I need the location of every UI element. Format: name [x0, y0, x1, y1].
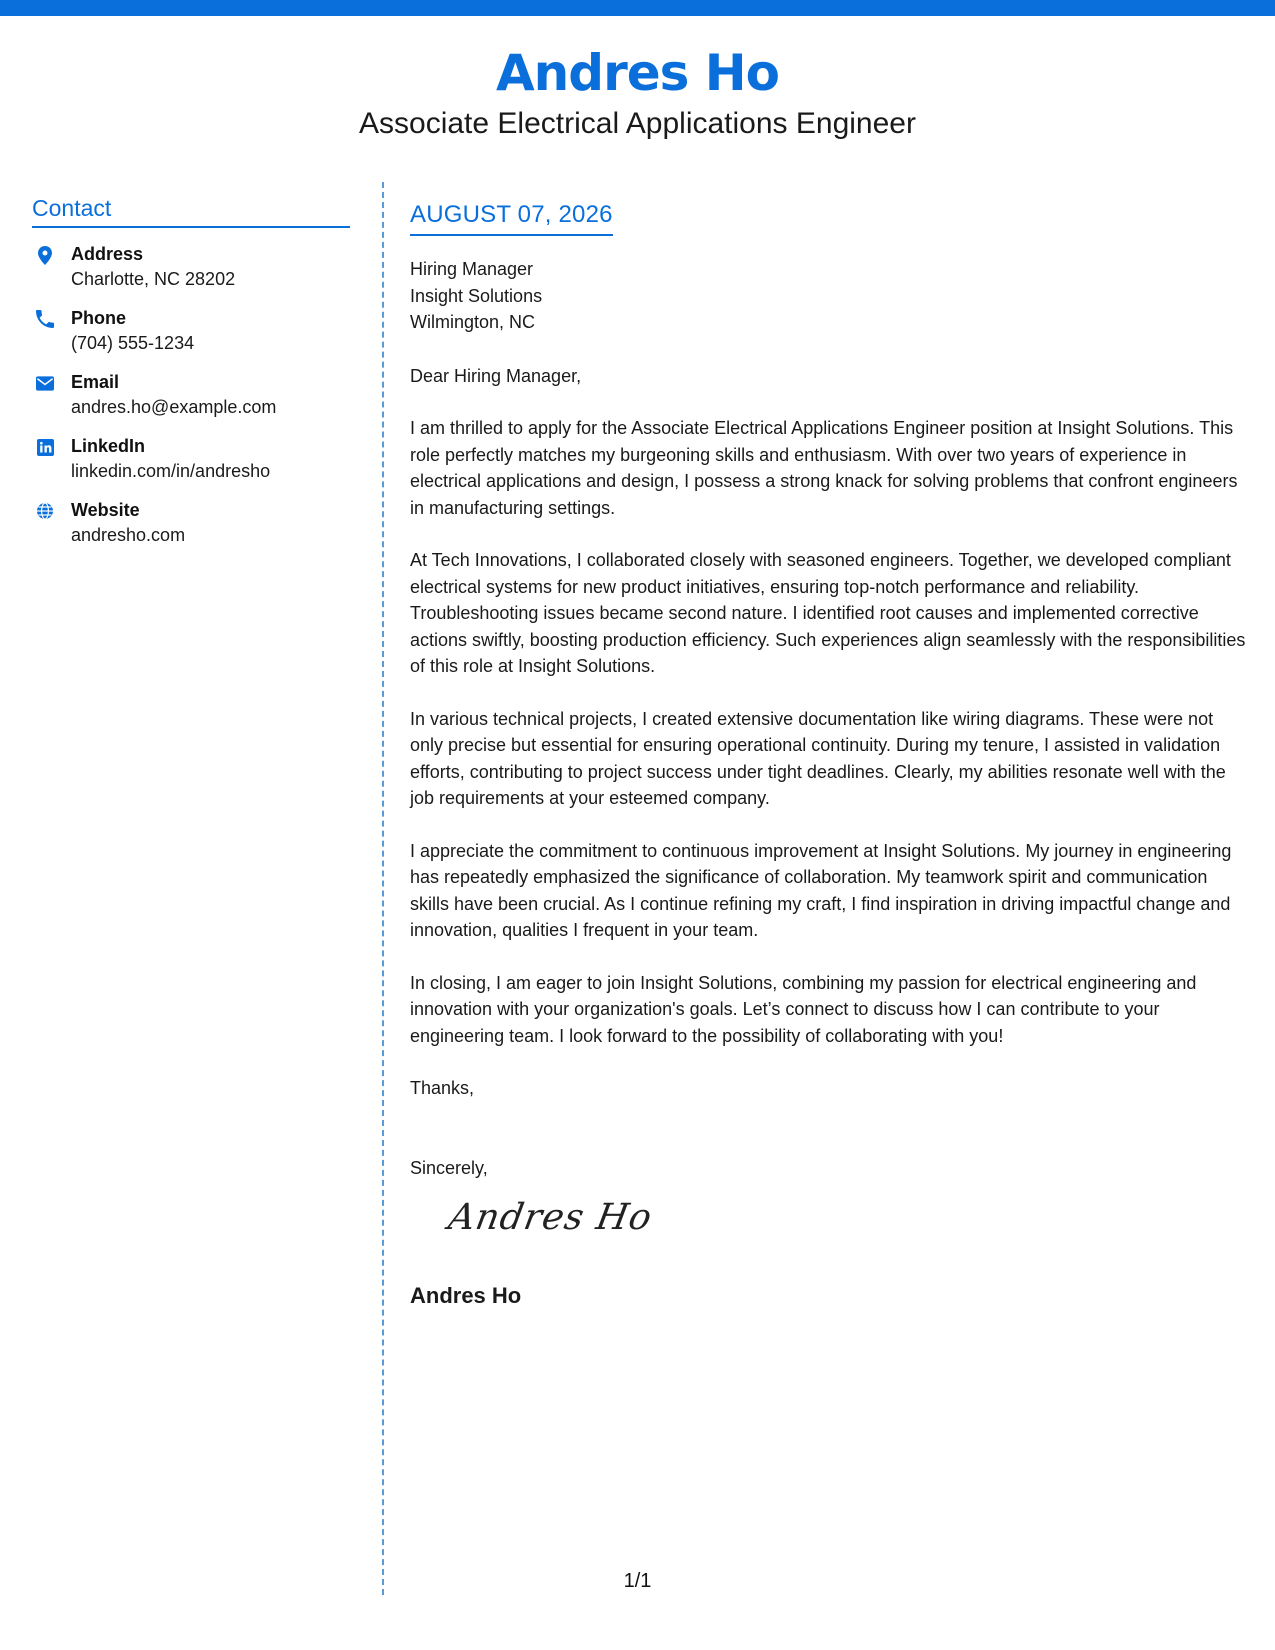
letter-body	[410, 198, 1250, 1311]
recipient-line: Hiring Manager	[410, 259, 534, 279]
globe-icon	[36, 502, 54, 520]
contact-website-value[interactable]: andresho.com	[71, 525, 186, 545]
contact-item-linkedin	[32, 434, 350, 484]
signoff-name: Andres Ho	[410, 1283, 522, 1308]
contact-label: Address	[71, 244, 144, 264]
letter-date: AUGUST 07, 2026	[410, 198, 613, 236]
map-pin-icon	[36, 246, 54, 264]
contact-sidebar	[32, 194, 350, 548]
applicant-name: Andres Ho	[495, 44, 780, 102]
contact-item-phone	[32, 306, 350, 356]
phone-icon	[36, 310, 54, 328]
thanks-line: Thanks,	[410, 1078, 475, 1098]
contact-label: Phone	[71, 308, 127, 328]
contact-heading: Contact	[32, 194, 350, 228]
contact-email-value[interactable]: andres.ho@example.com	[71, 397, 277, 417]
applicant-job-title: Associate Electrical Applications Engineer	[359, 107, 916, 140]
column-divider	[382, 182, 384, 1595]
contact-label: Email	[71, 372, 120, 392]
top-accent-bar	[0, 0, 1275, 16]
contact-address-value: Charlotte, NC 28202	[71, 269, 236, 289]
recipient-line: Insight Solutions	[410, 285, 543, 306]
contact-linkedin-value[interactable]: linkedin.com/in/andresho	[71, 461, 271, 481]
body-paragraph: In closing, I am eager to join Insight Solutions, combining my passion for electrical engineering and innovation with your organization's goals. Let’s connect to discuss how I can contribute to your engineering team. I look forward to the possibility of collaborating with you!	[410, 972, 1197, 1046]
closing-line: Sincerely,	[410, 1157, 488, 1178]
contact-label: Website	[71, 500, 140, 520]
body-paragraph: At Tech Innovations, I collaborated closely with seasoned engineers. Together, we developed compliant electrical systems for new product initiatives, ensuring top-notch performance and reliability. Troubleshooting issues became second nature. I identified root causes and implemented corrective actions swiftly, boosting production efficiency. Such experiences align seamlessly with the responsibilities of this role at Insight Solutions.	[410, 550, 1246, 676]
page-number: 1/1	[623, 1570, 652, 1592]
contact-item-website	[32, 498, 350, 548]
letter-header	[0, 40, 1275, 142]
salutation: Dear Hiring Manager,	[410, 365, 582, 386]
body-paragraph: In various technical projects, I created extensive documentation like wiring diagrams. These were not only precise but essential for ensuring operational continuity. During my tenure, I assisted in validation efforts, contributing to project success under tight deadlines. Clearly, my abilities resonate well with the job requirements at your esteemed company.	[410, 708, 1226, 808]
linkedin-icon	[36, 438, 54, 456]
contact-label: LinkedIn	[71, 436, 146, 456]
recipient-block	[410, 256, 1250, 336]
contact-item-email	[32, 370, 350, 420]
body-paragraph: I am thrilled to apply for the Associate Electrical Applications Engineer position at Insight Solutions. This role perfectly matches my burgeoning skills and enthusiasm. With over two years of experience in electrical applications and design, I possess a strong knack for solving problems that confront engineers in manufacturing settings.	[410, 418, 1238, 518]
handwritten-signature: Andres Ho	[445, 1197, 656, 1238]
body-paragraph: I appreciate the commitment to continuous improvement at Insight Solutions. My journey in engineering has repeatedly emphasized the significance of collaboration. My teamwork spirit and communication skills have been crucial. As I continue refining my craft, I find inspiration in driving impactful change and innovation, qualities I frequent in your team.	[410, 840, 1232, 940]
envelope-icon	[36, 374, 54, 392]
contact-phone-value: (704) 555-1234	[71, 333, 195, 353]
recipient-line: Wilmington, NC	[410, 312, 536, 332]
contact-item-address	[32, 242, 350, 292]
